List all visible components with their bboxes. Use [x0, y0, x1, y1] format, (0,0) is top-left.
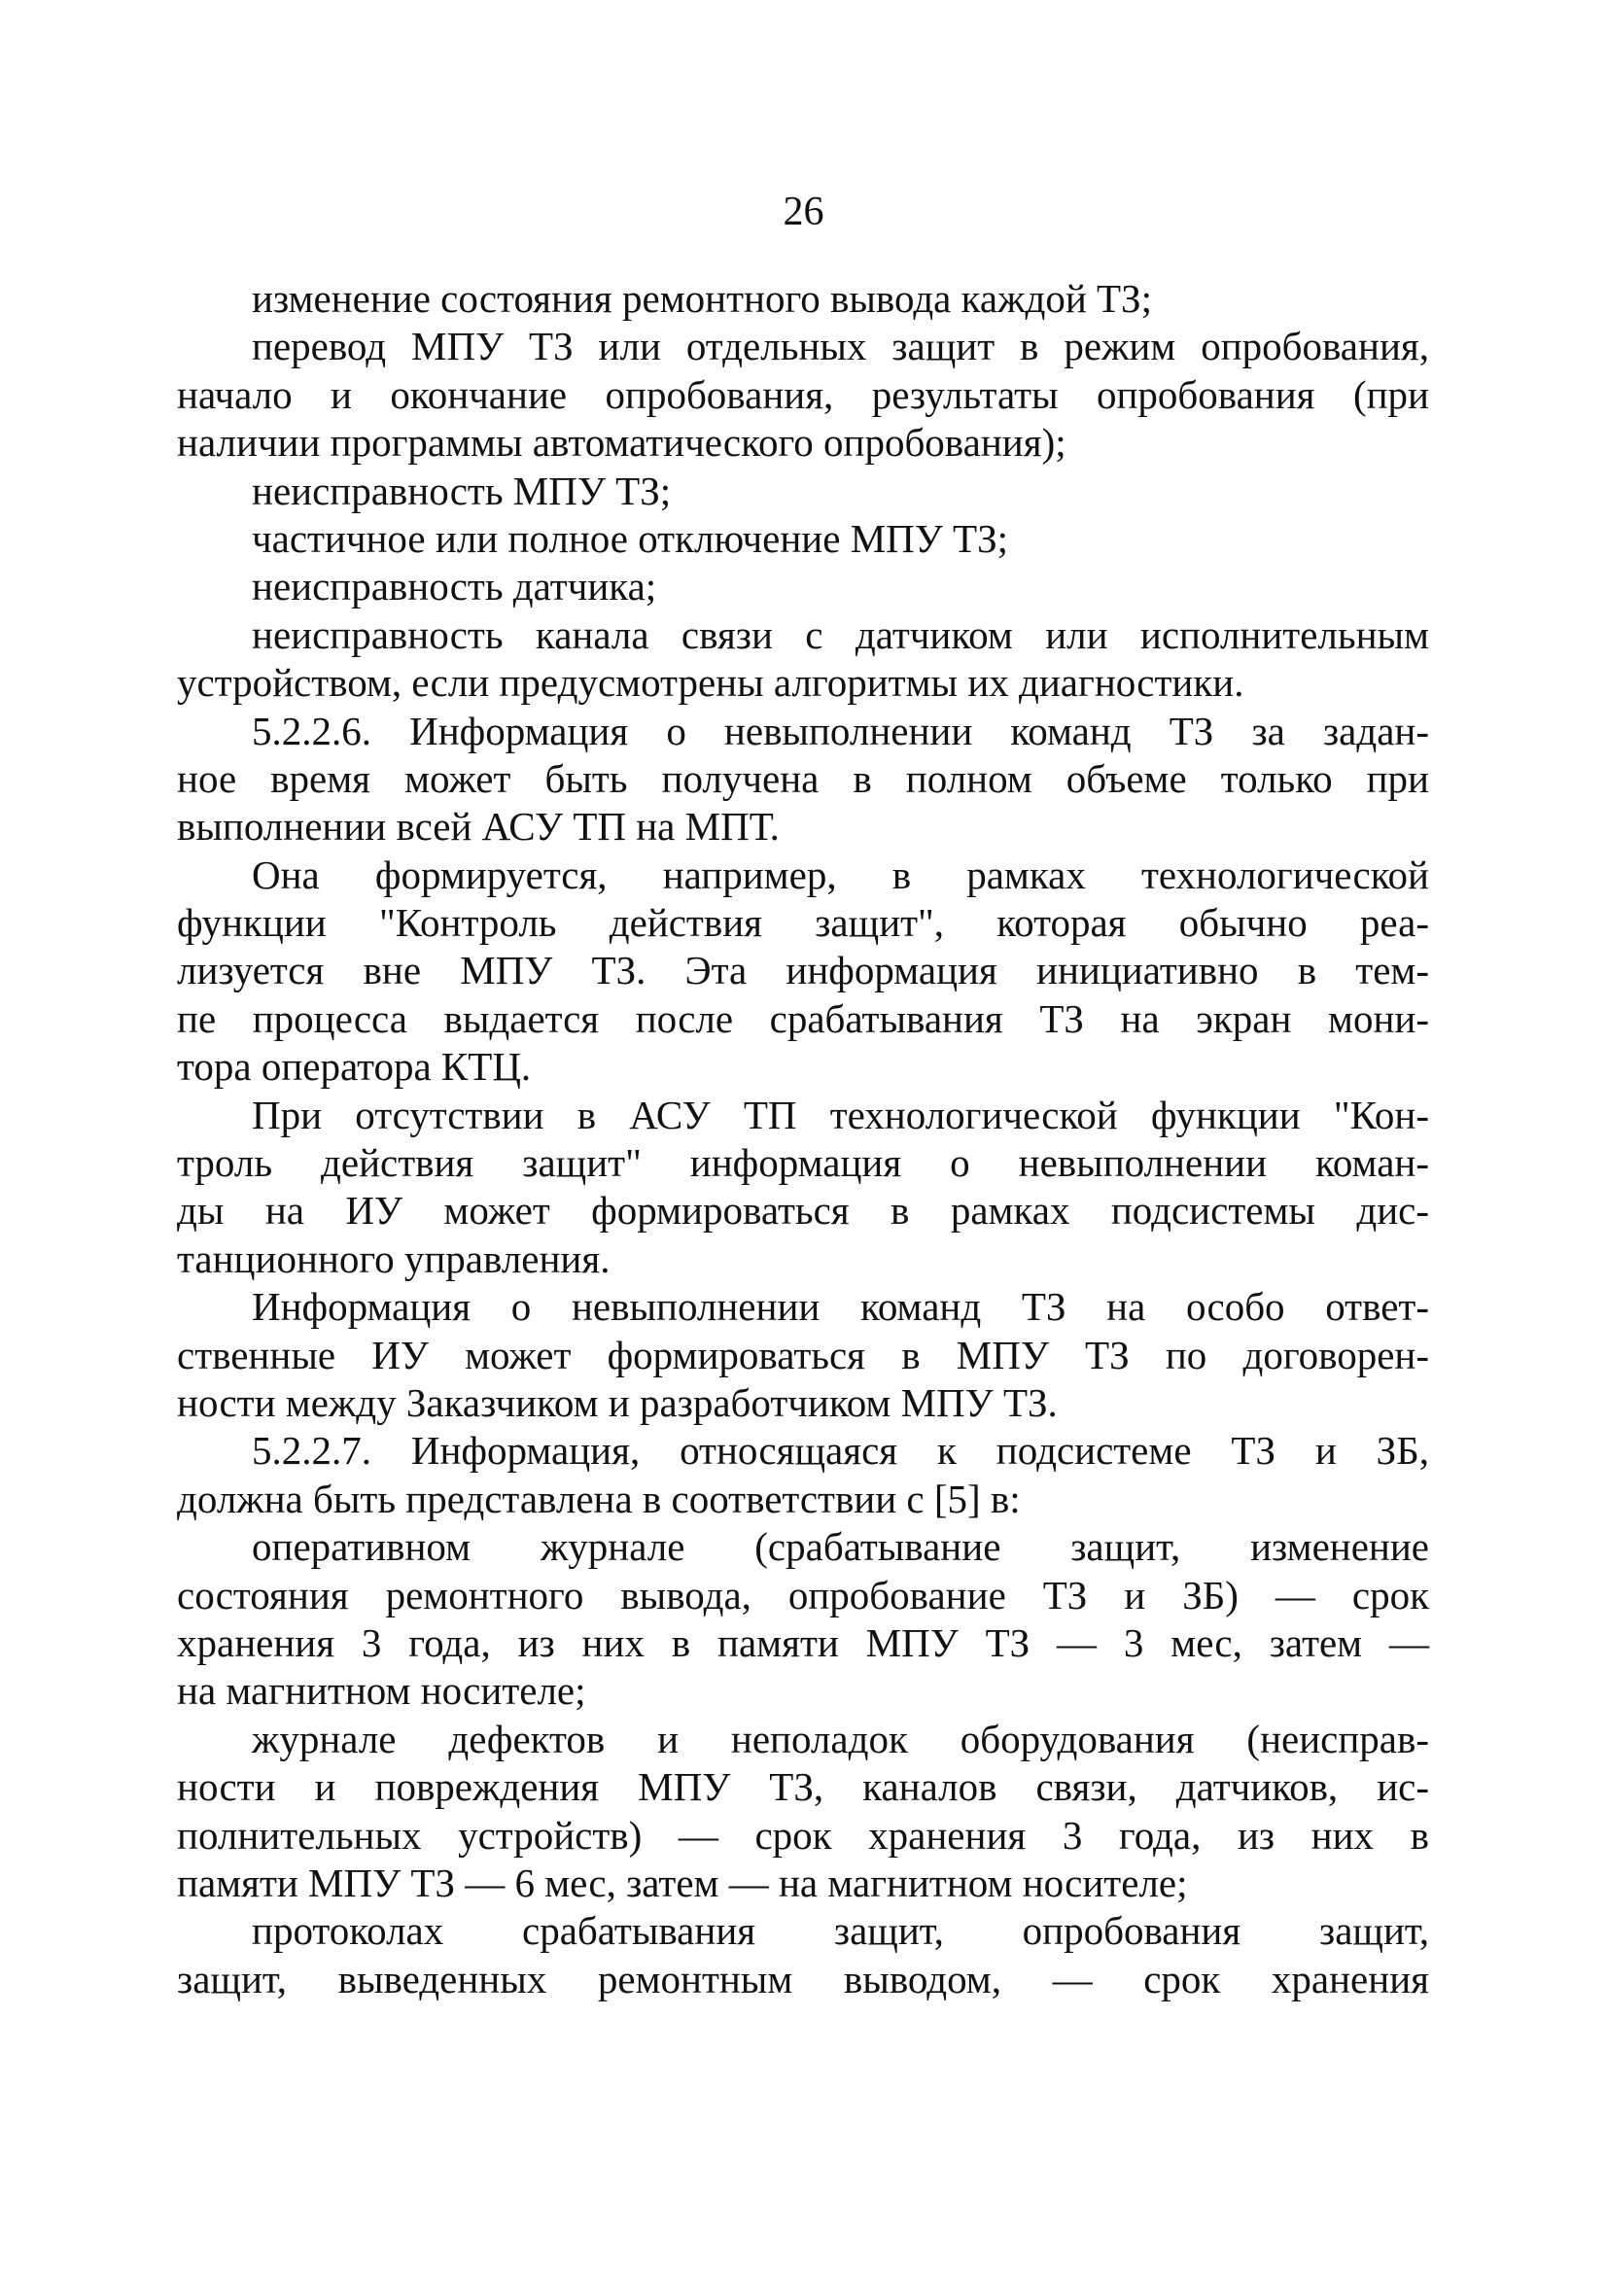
text-line: памяти МПУ ТЗ — 6 мес, затем — на магнитном носителе;	[177, 1860, 1188, 1905]
text-line: ды на ИУ может формироваться в рамках подсистемы дис-	[177, 1188, 1429, 1234]
text-line: ное время может быть получена в полном объеме только при	[177, 755, 1429, 801]
text-line: танционного управления.	[177, 1235, 611, 1281]
text-line: неисправность МПУ ТЗ;	[252, 468, 672, 513]
text-line: Она формируется, например, в рамках технологической	[252, 852, 1429, 897]
text-line: начало и окончание опробования, результаты опробования (при	[177, 371, 1429, 417]
text-line: журнале дефектов и неполадок оборудования (неисправ-	[252, 1716, 1429, 1761]
text-line: неисправность датчика;	[252, 564, 657, 609]
text-line: ности и повреждения МПУ ТЗ, каналов связи, датчиков, ис-	[177, 1764, 1429, 1810]
text-line: функции "Контроль действия защит", которая обычно реа-	[177, 900, 1429, 946]
text-line: ности между Заказчиком и разработчиком МПУ ТЗ.	[177, 1379, 1058, 1425]
text-line: перевод МПУ ТЗ или отдельных защит в режим опробования,	[252, 324, 1429, 369]
text-line: тора оператора КТЦ.	[177, 1044, 532, 1090]
text-line: 5.2.2.6. Информация о невыполнении команд ТЗ за задан-	[252, 708, 1429, 753]
text-line: на магнитном носителе;	[177, 1668, 586, 1714]
text-line: лизуется вне МПУ ТЗ. Эта информация инициативно в тем-	[177, 948, 1429, 993]
text-line: защит, выведенных ремонтным выводом, — срок хранения	[177, 1956, 1429, 2001]
text-line: выполнении всей АСУ ТП на МПТ.	[177, 804, 780, 850]
text-line: Информация о невыполнении команд ТЗ на особо ответ-	[252, 1284, 1429, 1330]
text-line: состояния ремонтного вывода, опробование ТЗ и ЗБ) — срок	[177, 1572, 1429, 1618]
text-line: ственные ИУ может формироваться в МПУ ТЗ по договорен-	[177, 1332, 1429, 1377]
body-text	[177, 275, 1429, 2003]
text-line: 5.2.2.7. Информация, относящаяся к подсистеме ТЗ и ЗБ,	[252, 1428, 1429, 1474]
text-line: полнительных устройств) — срок хранения 3 года, из них в	[177, 1812, 1429, 1858]
text-line: протоколах срабатывания защит, опробования защит,	[252, 1908, 1429, 1954]
text-line: оперативном журнале (срабатывание защит, изменение	[252, 1524, 1429, 1570]
text-line: изменение состояния ремонтного вывода каждой ТЗ;	[252, 276, 1152, 321]
page-number: 26	[783, 190, 824, 234]
text-line: пе процесса выдается после срабатывания ТЗ на экран мони-	[177, 995, 1429, 1041]
text-line: должна быть представлена в соответствии с [5] в:	[177, 1476, 1021, 1521]
text-line: частичное или полное отключение МПУ ТЗ;	[252, 515, 1009, 561]
text-line: неисправность канала связи с датчиком или исполнительным	[252, 611, 1429, 657]
text-line: наличии программы автоматического опробования);	[177, 420, 1066, 466]
text-line: При отсутствии в АСУ ТП технологической функции "Кон-	[252, 1092, 1429, 1137]
text-line: троль действия защит" информация о невыполнении коман-	[177, 1140, 1429, 1186]
text-line: устройством, если предусмотрены алгоритмы их диагностики.	[177, 660, 1244, 706]
text-line: хранения 3 года, из них в памяти МПУ ТЗ — 3 мес, затем —	[177, 1619, 1429, 1665]
